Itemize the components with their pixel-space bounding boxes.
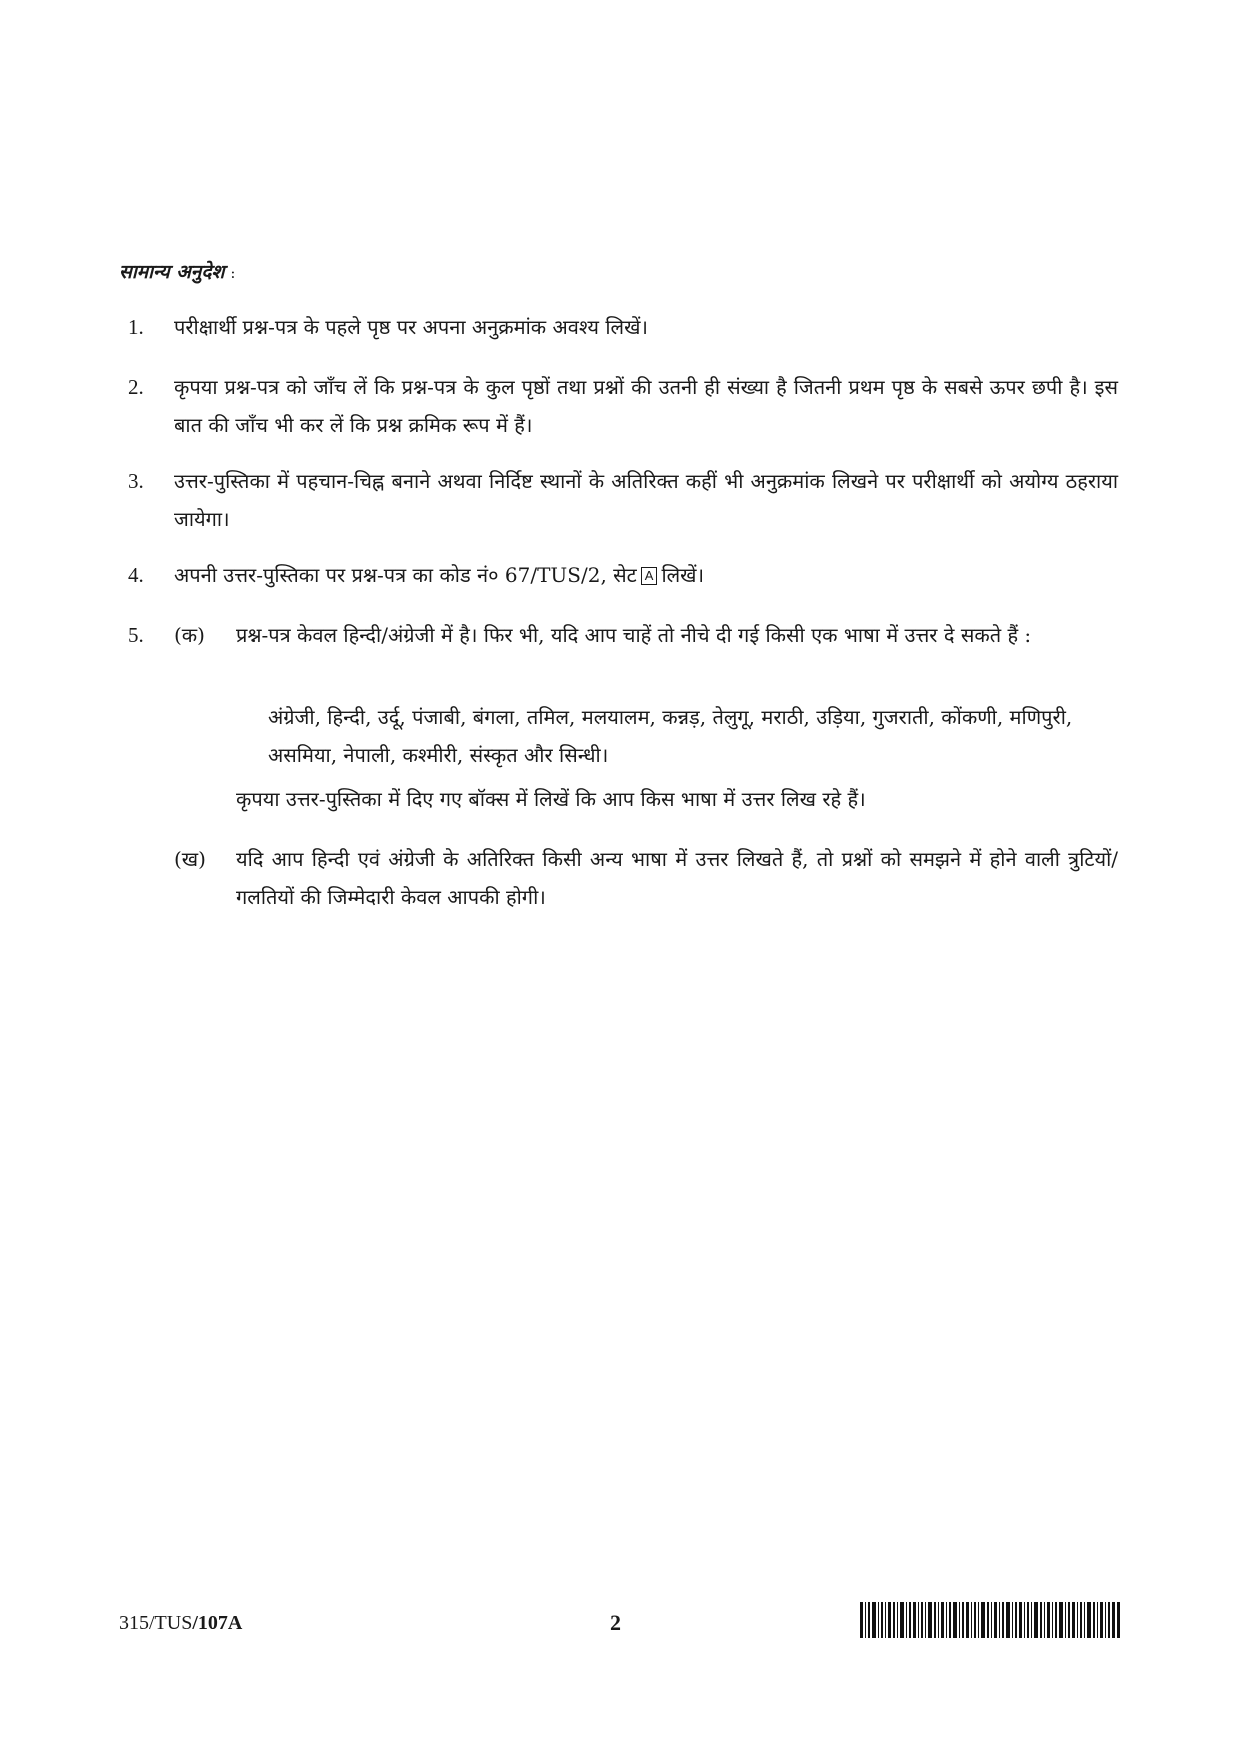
general-instructions-heading [119, 258, 235, 284]
set-code-box: A [641, 567, 658, 585]
instruction-text: कृपया प्रश्न-पत्र को जाँच लें कि प्रश्न-पत्र के कुल पृष्ठों तथा प्रश्नों की उतनी ही संख्या है जितनी प्रथम पृष्ठ के सबसे ऊपर छपी है। इस बात की जाँच भी कर लें कि प्रश्न क्रमिक रूप में हैं। [174, 375, 1118, 437]
instruction-1 [128, 308, 1118, 346]
sub-text: यदि आप हिन्दी एवं अंग्रेजी के अतिरिक्त किसी अन्य भाषा में उत्तर लिखते हैं, तो प्रश्नों को समझने में होने वाली त्रुटियों/गलतियों की जिम्मेदारी केवल आपकी होगी। [236, 847, 1118, 909]
instruction-number: 4. [128, 563, 144, 587]
instruction-3 [128, 462, 1118, 538]
instruction-4 [128, 556, 1118, 594]
instruction-number: 2. [128, 375, 144, 399]
paper-code-suffix: /107A [192, 1612, 243, 1634]
sub-label: (क) [174, 623, 205, 647]
instruction-number: 3. [128, 469, 144, 493]
instruction-number: 1. [128, 315, 144, 339]
instruction-4-text-after: लिखें। [661, 563, 705, 587]
heading-title: सामान्य अनुदेश [119, 261, 225, 283]
paper-code [119, 1612, 242, 1635]
page-number: 2 [610, 1610, 621, 1635]
instruction-number: 5. [128, 623, 144, 647]
instruction-text: उत्तर-पुस्तिका में पहचान-चिह्न बनाने अथवा निर्दिष्ट स्थानों के अतिरिक्त कहीं भी अनुक्रमांक लिखने पर परीक्षार्थी को अयोग्य ठहराया जायेगा। [174, 469, 1118, 531]
language-list: अंग्रेजी, हिन्दी, उर्दू, पंजाबी, बंगला, तमिल, मलयालम, कन्नड़, तेलुगू, मराठी, उड़िया, गुजराती, कोंकणी, मणिपुरी, असमिया, नेपाली, कश्मीरी, संस्कृत और सिन्धी। [268, 705, 1073, 767]
instruction-5b [174, 840, 1118, 916]
sub-text: प्रश्न-पत्र केवल हिन्दी/अंग्रेजी में है। फिर भी, यदि आप चाहें तो नीचे दी गई किसी एक भाषा में उत्तर दे सकते हैं : [236, 623, 1032, 647]
instruction-text [174, 556, 1118, 594]
instruction-4-text-before: अपनी उत्तर-पुस्तिका पर प्रश्न-पत्र का कोड नं० 67/TUS/2, सेट [174, 563, 637, 587]
barcode-icon [860, 1602, 1120, 1638]
language-box-note: कृपया उत्तर-पुस्तिका में दिए गए बॉक्स में लिखें कि आप किस भाषा में उत्तर लिख रहे हैं। [236, 787, 866, 811]
instruction-text: परीक्षार्थी प्रश्न-पत्र के पहले पृष्ठ पर अपना अनुक्रमांक अवश्य लिखें। [174, 315, 649, 339]
sub-label: (ख) [174, 847, 206, 871]
heading-colon: : [230, 264, 236, 282]
instruction-5a [174, 616, 1118, 654]
instruction-2 [128, 368, 1118, 444]
paper-code-prefix: 315/TUS [119, 1612, 193, 1634]
